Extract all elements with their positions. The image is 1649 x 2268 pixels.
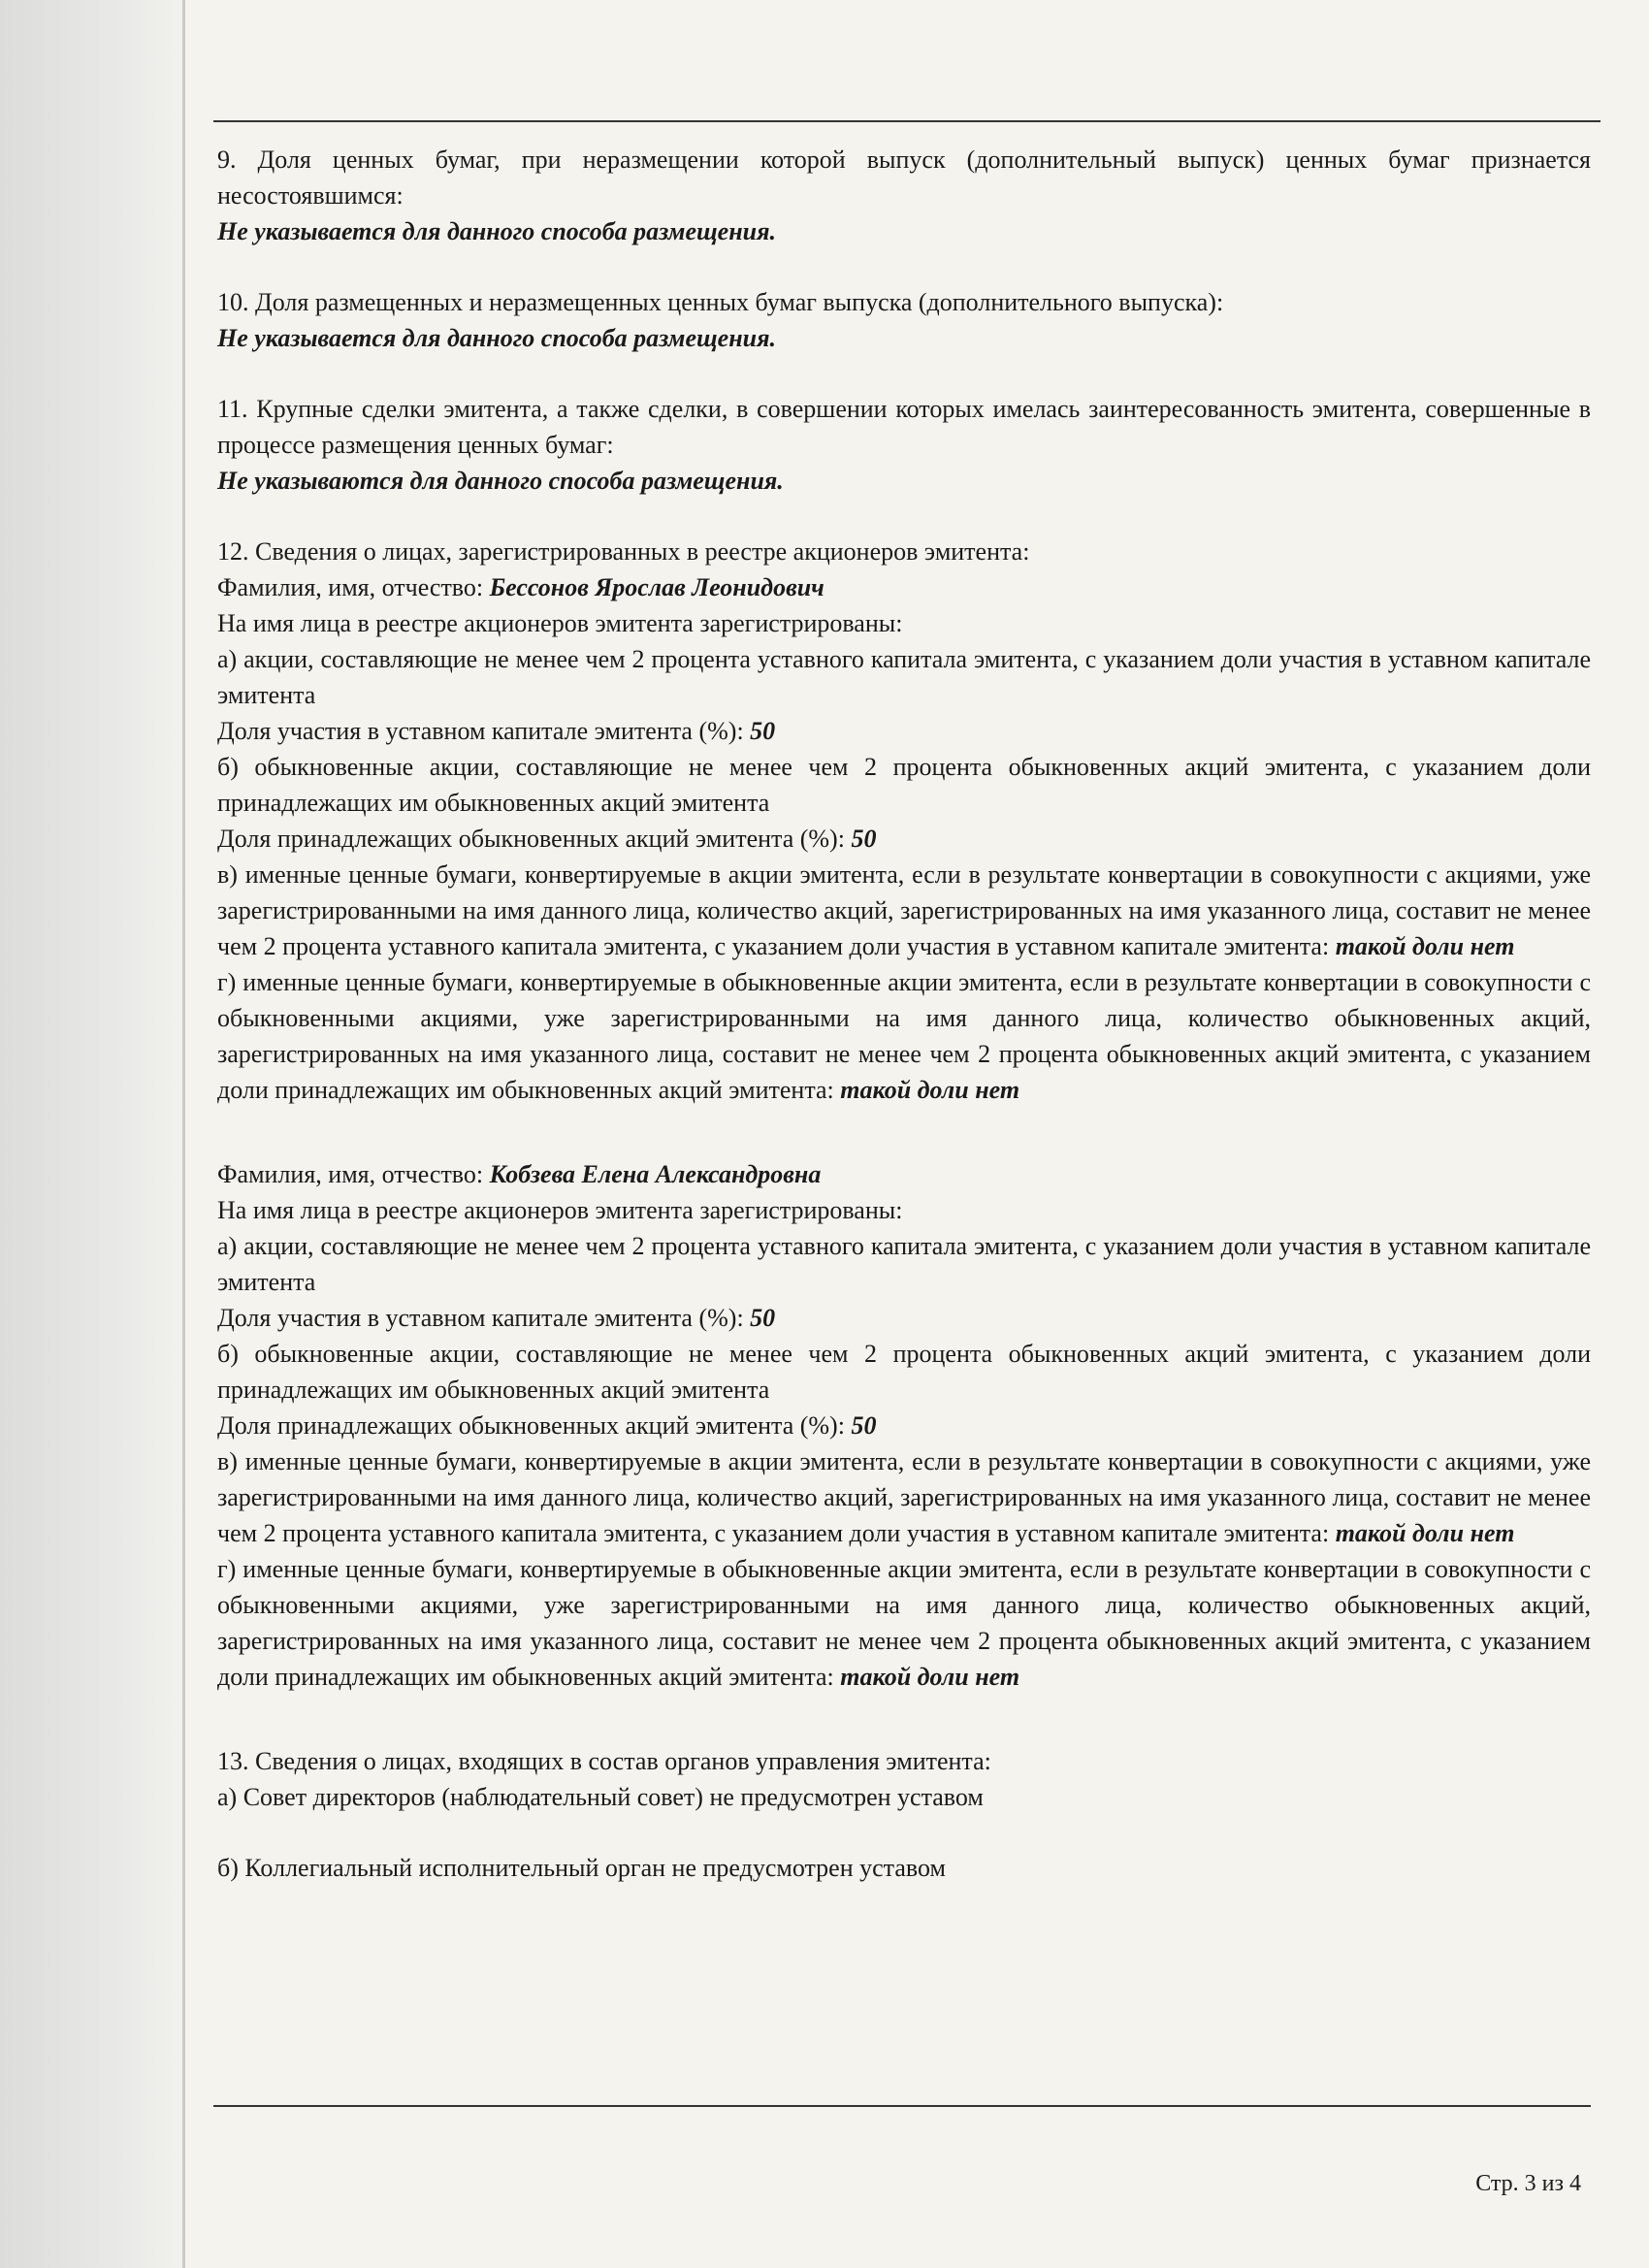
shareholder-fio-line xyxy=(217,1156,1591,1192)
item-g-text: г) именные ценные бумаги, конвертируемые в обыкновенные акции эмитента, если в результате конвертации в совокупности с обыкновенными акциями, уже зарегистрированными на имя данного лица, количество обыкновенных акций, зарегистрированных на имя указанного лица, составит не менее чем 2 процента обыкновенных акций эмитента, с указанием доли принадлежащих им обыкновенных акций эмитента: xyxy=(217,1555,1591,1691)
section-10-text: 10. Доля размещенных и неразмещенных ценных бумаг выпуска (дополнительного выпуска): xyxy=(217,288,1224,316)
section-11-answer: Не указываются для данного способа размещения. xyxy=(217,467,784,495)
item-v-answer: такой доли нет xyxy=(1335,932,1515,960)
item-v-text: в) именные ценные бумаги, конвертируемые в акции эмитента, если в результате конвертации в совокупности с акциями, уже зарегистрированными на имя данного лица, количество акций, зарегистрированных на имя указанного лица, составит не менее чем 2 процента уставного капитала эмитента, с указанием доли участия в уставном капитале эмитента: xyxy=(217,860,1591,960)
section-10 xyxy=(217,284,1591,356)
item-v-line xyxy=(217,857,1591,964)
item-b-text: б) обыкновенные акции, составляющие не менее чем 2 процента обыкновенных акций эмитента, с указанием доли принадлежащих им обыкновенных акций эмитента xyxy=(217,1340,1591,1404)
section-11 xyxy=(217,391,1591,499)
item-v-text: в) именные ценные бумаги, конвертируемые в акции эмитента, если в результате конвертации в совокупности с акциями, уже зарегистрированными на имя данного лица, количество акций, зарегистрированных на имя указанного лица, составит не менее чем 2 процента уставного капитала эмитента, с указанием доли участия в уставном капитале эмитента: xyxy=(217,1447,1591,1547)
section-9 xyxy=(217,142,1591,249)
registered-label: На имя лица в реестре акционеров эмитента зарегистрированы: xyxy=(217,1196,903,1224)
section-11-text: 11. Крупные сделки эмитента, а также сделки, в совершении которых имелась заинтересованность эмитента, совершенные в процессе размещения ценных бумаг: xyxy=(217,395,1591,459)
item-b-share-value: 50 xyxy=(851,825,877,853)
page-number: Стр. 3 из 4 xyxy=(1475,2171,1581,2196)
item-v-answer: такой доли нет xyxy=(1335,1519,1515,1547)
item-b-share-line xyxy=(217,821,1591,857)
item-g-answer: такой доли нет xyxy=(840,1076,1020,1104)
item-a-share-line xyxy=(217,1300,1591,1336)
section-13-item-a: а) Совет директоров (наблюдательный совет) не предусмотрен уставом xyxy=(217,1783,984,1811)
fio-label: Фамилия, имя, отчество: xyxy=(217,1160,484,1188)
shareholder-2 xyxy=(217,1156,1591,1695)
section-12-title: 12. Сведения о лицах, зарегистрированных в реестре акционеров эмитента: xyxy=(217,537,1030,566)
item-b-share-value: 50 xyxy=(851,1411,877,1440)
item-a-share-line xyxy=(217,713,1591,749)
item-b-share-line xyxy=(217,1408,1591,1443)
item-g-line xyxy=(217,964,1591,1108)
item-b-share-label: Доля принадлежащих обыкновенных акций эмитента (%): xyxy=(217,825,845,853)
section-13-title: 13. Сведения о лицах, входящих в состав органов управления эмитента: xyxy=(217,1747,991,1775)
footer-rule xyxy=(213,2105,1591,2107)
section-9-text: 9. Доля ценных бумаг, при неразмещении которой выпуск (дополнительный выпуск) ценных бумаг признается несостоявшимся: xyxy=(217,146,1591,210)
shareholder-1 xyxy=(217,569,1591,1108)
item-a-share-label: Доля участия в уставном капитале эмитента (%): xyxy=(217,717,744,745)
fio-value: Бессонов Ярослав Леонидович xyxy=(489,573,824,601)
item-g-text: г) именные ценные бумаги, конвертируемые в обыкновенные акции эмитента, если в результате конвертации в совокупности с обыкновенными акциями, уже зарегистрированными на имя данного лица, количество обыкновенных акций, зарегистрированных на имя указанного лица, составит не менее чем 2 процента обыкновенных акций эмитента, с указанием доли принадлежащих им обыкновенных акций эмитента: xyxy=(217,968,1591,1104)
header-rule xyxy=(213,120,1600,122)
item-b-text: б) обыкновенные акции, составляющие не менее чем 2 процента обыкновенных акций эмитента, с указанием доли принадлежащих им обыкновенных акций эмитента xyxy=(217,753,1591,817)
item-a-text: а) акции, составляющие не менее чем 2 процента уставного капитала эмитента, с указанием доли участия в уставном капитале эмитента xyxy=(217,1232,1591,1296)
section-9-answer: Не указывается для данного способа размещения. xyxy=(217,217,777,245)
item-a-share-value: 50 xyxy=(750,717,776,745)
shareholder-fio-line xyxy=(217,569,1591,605)
scan-page-fold xyxy=(182,0,185,2268)
section-10-answer: Не указывается для данного способа размещения. xyxy=(217,324,777,352)
section-13 xyxy=(217,1743,1591,1886)
fio-label: Фамилия, имя, отчество: xyxy=(217,573,484,601)
item-a-share-value: 50 xyxy=(750,1304,776,1332)
item-a-text: а) акции, составляющие не менее чем 2 процента уставного капитала эмитента, с указанием доли участия в уставном капитале эмитента xyxy=(217,645,1591,709)
item-b-share-label: Доля принадлежащих обыкновенных акций эмитента (%): xyxy=(217,1411,845,1440)
fio-value: Кобзева Елена Александровна xyxy=(489,1160,822,1188)
item-g-answer: такой доли нет xyxy=(840,1663,1020,1691)
scan-page-edge xyxy=(0,0,184,2268)
registered-label: На имя лица в реестре акционеров эмитента зарегистрированы: xyxy=(217,609,903,637)
item-g-line xyxy=(217,1551,1591,1695)
section-12 xyxy=(217,534,1591,1695)
item-v-line xyxy=(217,1443,1591,1551)
document-body xyxy=(217,142,1591,1886)
section-13-item-b: б) Коллегиальный исполнительный орган не предусмотрен уставом xyxy=(217,1854,946,1882)
item-a-share-label: Доля участия в уставном капитале эмитента (%): xyxy=(217,1304,744,1332)
